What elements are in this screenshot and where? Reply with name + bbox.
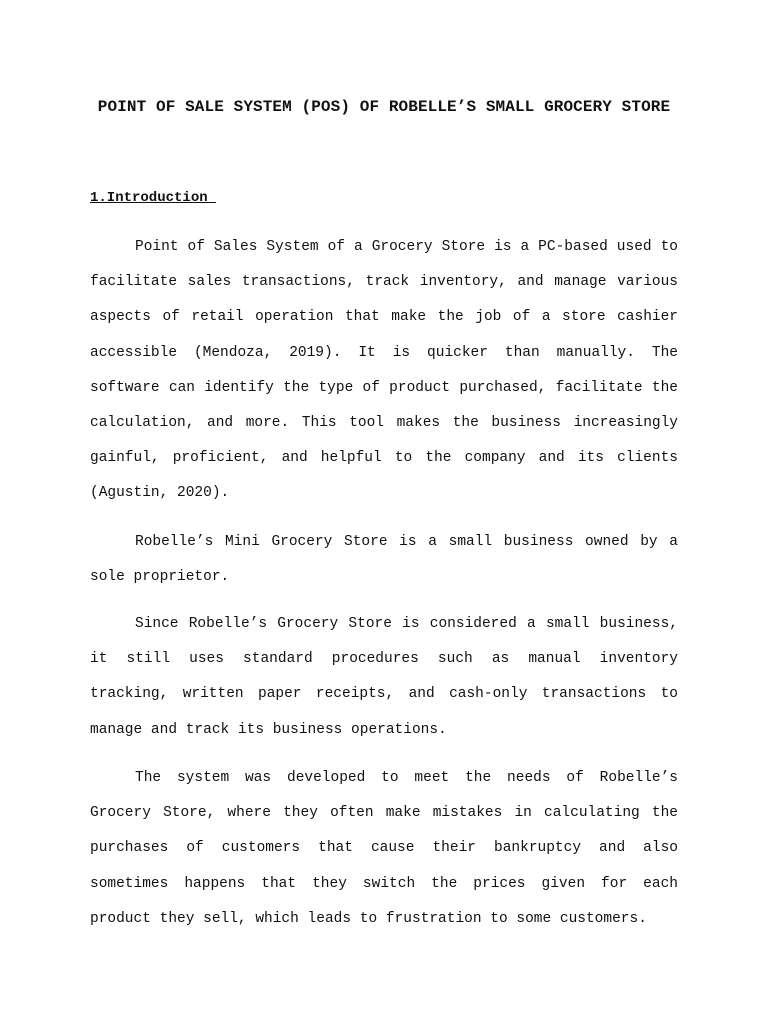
paragraph-system-purpose: The system was developed to meet the needs of Robelle’s Grocery Store, where they often make mistakes in calculating the purchases of customers that cause their bankruptcy and also sometimes happens that they switch the prices given for each product they sell, which leads to frustration to some customers. — [90, 770, 678, 927]
document-title: POINT OF SALE SYSTEM (POS) OF ROBELLE’S SMALL GROCERY STORE — [97, 98, 671, 116]
paragraph-pos-definition: Point of Sales System of a Grocery Store is a PC-based used to facilitate sales transactions, track inventory, and manage various aspects of retail operation that make the job of a store cashier accessible (Mendoza, 2019). It is quicker than manually. The software can identify the type of product purchased, facilitate the calculation, and more. This tool makes the business increasingly gainful, proficient, and helpful to the company and its clients (Agustin, 2020). — [90, 239, 678, 502]
paragraph-current-procedures: Since Robelle’s Grocery Store is considered a small business, it still uses standard procedures such as manual inventory tracking, written paper receipts, and cash-only transactions to manage and track its business operations. — [90, 616, 678, 738]
section-heading-introduction: 1.Introduction — [90, 190, 217, 206]
paragraph-store-ownership: Robelle’s Mini Grocery Store is a small business owned by a sole proprietor. — [90, 534, 678, 586]
